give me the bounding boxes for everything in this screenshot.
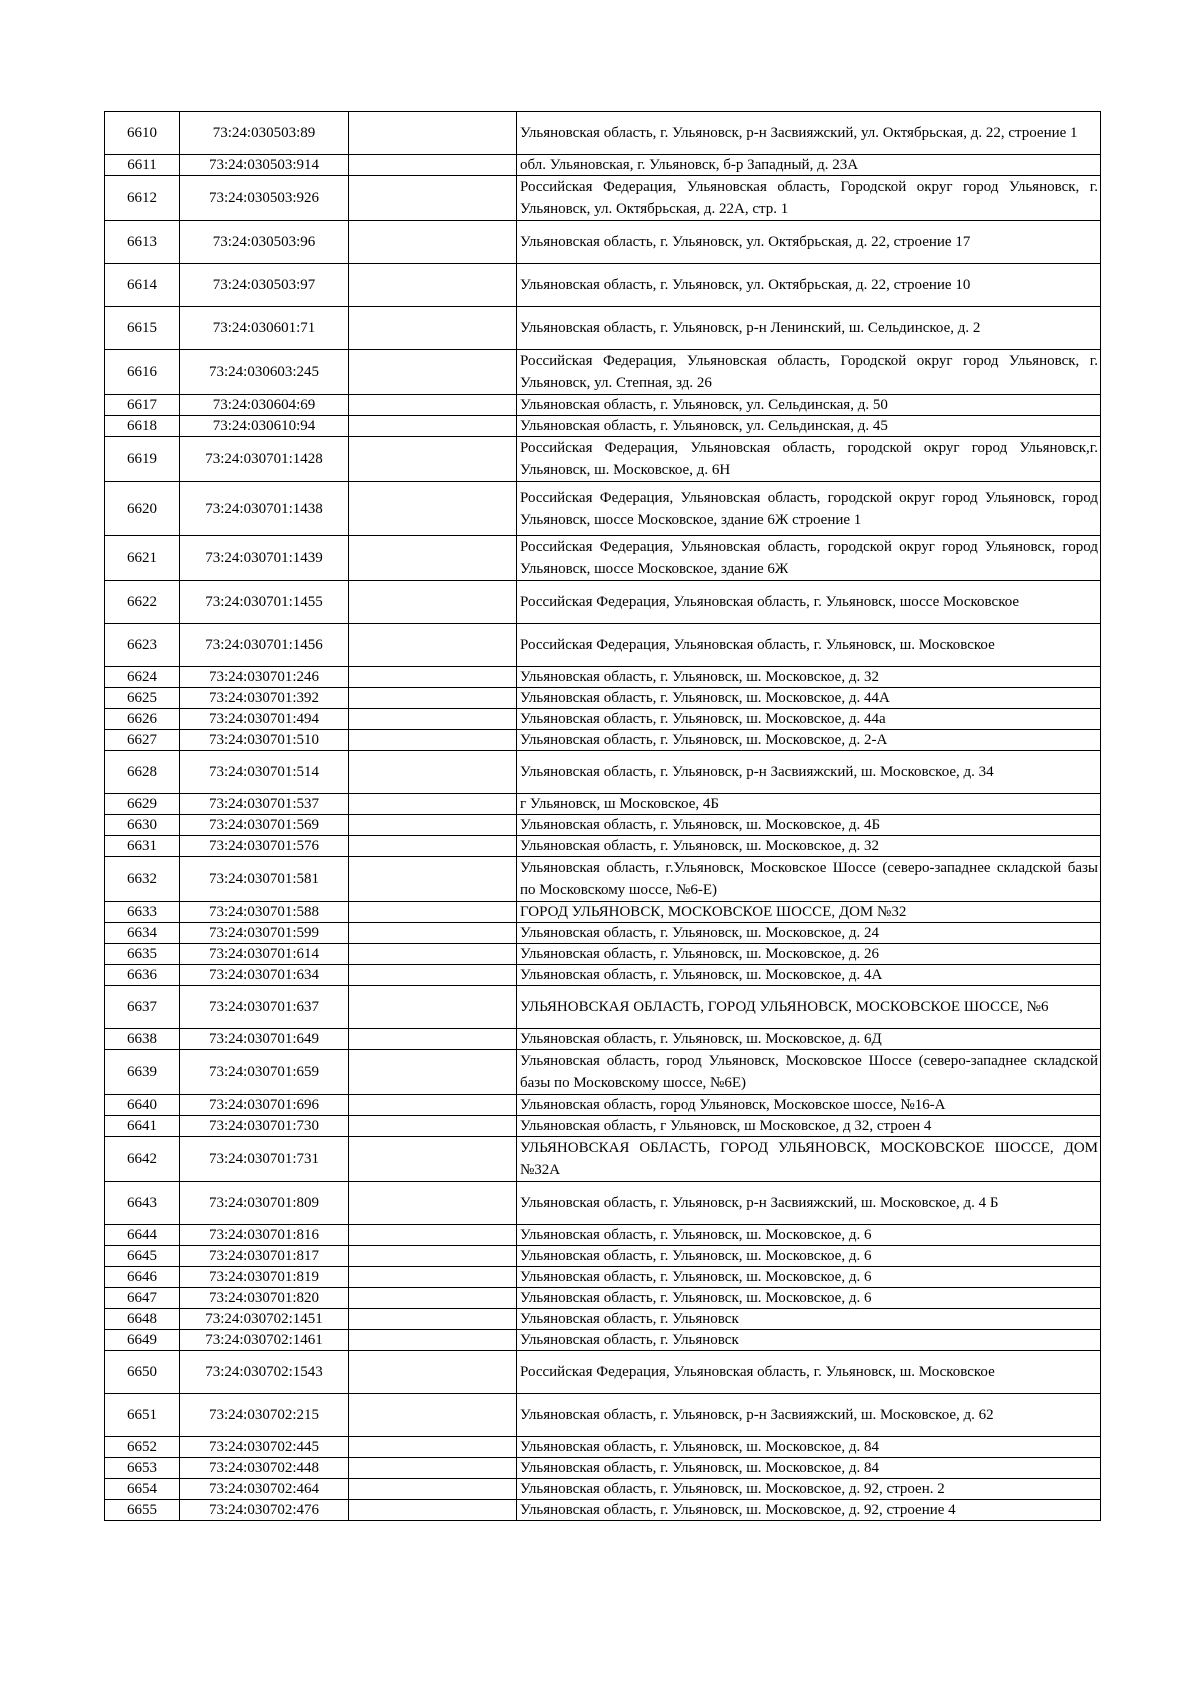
row-number: 6647 [105,1288,180,1309]
table-row [105,730,1101,751]
cadastral-number: 73:24:030701:514 [180,751,349,794]
row-number: 6641 [105,1116,180,1137]
row-number: 6638 [105,1029,180,1050]
empty-cell [349,944,517,965]
address: Российская Федерация, Ульяновская область, Городской округ город Ульяновск, г. Ульяновск, ул. Октябрьская, д. 22А, стр. 1 [517,176,1101,221]
address: Российская Федерация, Ульяновская область, Городской округ город Ульяновск, г. Ульяновск, ул. Степная, зд. 26 [517,350,1101,395]
cadastral-number: 73:24:030503:96 [180,221,349,264]
row-number: 6610 [105,112,180,155]
cadastral-number: 73:24:030701:634 [180,965,349,986]
table-row [105,264,1101,307]
row-number: 6614 [105,264,180,307]
cadastral-number: 73:24:030701:1428 [180,437,349,482]
row-number: 6629 [105,794,180,815]
table-row [105,751,1101,794]
empty-cell [349,1225,517,1246]
cadastral-number: 73:24:030503:89 [180,112,349,155]
empty-cell [349,1288,517,1309]
cadastral-number: 73:24:030604:69 [180,395,349,416]
address: УЛЬЯНОВСКАЯ ОБЛАСТЬ, ГОРОД УЛЬЯНОВСК, МОСКОВСКОЕ ШОССЕ, ДОМ №32А [517,1137,1101,1182]
cadastral-number: 73:24:030503:926 [180,176,349,221]
address: Ульяновская область, г. Ульяновск, ш. Московское, д. 32 [517,667,1101,688]
address: Ульяновская область, г. Ульяновск, ш. Московское, д. 6Д [517,1029,1101,1050]
cadastral-number: 73:24:030701:816 [180,1225,349,1246]
table-row [105,155,1101,176]
address: г Ульяновск, ш Московское, 4Б [517,794,1101,815]
cadastral-number: 73:24:030701:1438 [180,482,349,536]
cadastral-number: 73:24:030702:1451 [180,1309,349,1330]
empty-cell [349,1437,517,1458]
row-number: 6650 [105,1351,180,1394]
table-row [105,1246,1101,1267]
table-row [105,1437,1101,1458]
cadastral-number: 73:24:030701:569 [180,815,349,836]
address: Российская Федерация, Ульяновская область, г. Ульяновск, ш. Московское [517,624,1101,667]
empty-cell [349,1351,517,1394]
table-row [105,112,1101,155]
address: Ульяновская область, г. Ульяновск, ш. Московское, д. 44а [517,709,1101,730]
table-row [105,416,1101,437]
table-row [105,1394,1101,1437]
empty-cell [349,688,517,709]
address: Ульяновская область, г. Ульяновск, ш. Московское, д. 92, строен. 2 [517,1479,1101,1500]
row-number: 6655 [105,1500,180,1521]
cadastral-number: 73:24:030702:445 [180,1437,349,1458]
address: Ульяновская область, г. Ульяновск, ш. Московское, д. 6 [517,1225,1101,1246]
cadastral-number: 73:24:030701:1455 [180,581,349,624]
cadastral-number: 73:24:030701:730 [180,1116,349,1137]
empty-cell [349,923,517,944]
table-row [105,1182,1101,1225]
empty-cell [349,1182,517,1225]
row-number: 6635 [105,944,180,965]
row-number: 6620 [105,482,180,536]
row-number: 6613 [105,221,180,264]
row-number: 6619 [105,437,180,482]
row-number: 6648 [105,1309,180,1330]
row-number: 6640 [105,1095,180,1116]
table-row [105,350,1101,395]
row-number: 6632 [105,857,180,902]
empty-cell [349,581,517,624]
row-number: 6645 [105,1246,180,1267]
row-number: 6654 [105,1479,180,1500]
cadastral-number: 73:24:030701:819 [180,1267,349,1288]
address: Ульяновская область, г. Ульяновск, ш. Московское, д. 2-А [517,730,1101,751]
table-row [105,1225,1101,1246]
table-row [105,1050,1101,1095]
row-number: 6616 [105,350,180,395]
table-row [105,986,1101,1029]
registry-body [105,112,1101,1521]
table-row [105,944,1101,965]
address: Ульяновская область, г. Ульяновск, ш. Московское, д. 6 [517,1267,1101,1288]
table-row [105,815,1101,836]
row-number: 6626 [105,709,180,730]
row-number: 6643 [105,1182,180,1225]
empty-cell [349,176,517,221]
address: Российская Федерация, Ульяновская область, городской округ город Ульяновск, город Ульяновск, шоссе Московское, здание 6Ж [517,536,1101,581]
empty-cell [349,709,517,730]
empty-cell [349,667,517,688]
cadastral-number: 73:24:030603:245 [180,350,349,395]
address: Ульяновская область, г. Ульяновск, ул. Октябрьская, д. 22, строение 17 [517,221,1101,264]
address: Ульяновская область, г.Ульяновск, Московское Шоссе (северо-западнее складской базы по Московскому шоссе, №6-Е) [517,857,1101,902]
address: Ульяновская область, г. Ульяновск, ш. Московское, д. 24 [517,923,1101,944]
row-number: 6611 [105,155,180,176]
empty-cell [349,1095,517,1116]
empty-cell [349,794,517,815]
table-row [105,1267,1101,1288]
empty-cell [349,1246,517,1267]
cadastral-number: 73:24:030702:1461 [180,1330,349,1351]
row-number: 6624 [105,667,180,688]
address: Российская Федерация, Ульяновская область, городской округ город Ульяновск, город Ульяновск, шоссе Московское, здание 6Ж строение 1 [517,482,1101,536]
address: Ульяновская область, г. Ульяновск, ш. Московское, д. 4А [517,965,1101,986]
cadastral-number: 73:24:030702:464 [180,1479,349,1500]
empty-cell [349,1330,517,1351]
address: Ульяновская область, г Ульяновск, ш Московское, д 32, строен 4 [517,1116,1101,1137]
cadastral-number: 73:24:030701:510 [180,730,349,751]
row-number: 6621 [105,536,180,581]
empty-cell [349,751,517,794]
row-number: 6646 [105,1267,180,1288]
empty-cell [349,836,517,857]
row-number: 6634 [105,923,180,944]
cadastral-number: 73:24:030701:392 [180,688,349,709]
address: Ульяновская область, город Ульяновск, Московское Шоссе (северо-западнее складской базы по Московскому шоссе, №6Е) [517,1050,1101,1095]
cadastral-number: 73:24:030701:537 [180,794,349,815]
table-row [105,902,1101,923]
empty-cell [349,815,517,836]
address: УЛЬЯНОВСКАЯ ОБЛАСТЬ, ГОРОД УЛЬЯНОВСК, МОСКОВСКОЕ ШОССЕ, №6 [517,986,1101,1029]
table-row [105,1116,1101,1137]
row-number: 6639 [105,1050,180,1095]
empty-cell [349,1050,517,1095]
address: Ульяновская область, г. Ульяновск [517,1330,1101,1351]
row-number: 6623 [105,624,180,667]
cadastral-number: 73:24:030701:576 [180,836,349,857]
empty-cell [349,395,517,416]
table-row [105,1351,1101,1394]
table-row [105,176,1101,221]
address: Российская Федерация, Ульяновская область, городской округ город Ульяновск,г. Ульяновск, ш. Московское, д. 6Н [517,437,1101,482]
empty-cell [349,482,517,536]
empty-cell [349,264,517,307]
empty-cell [349,1500,517,1521]
address: Ульяновская область, г. Ульяновск, ш. Московское, д. 4Б [517,815,1101,836]
row-number: 6627 [105,730,180,751]
table-row [105,482,1101,536]
empty-cell [349,1309,517,1330]
row-number: 6649 [105,1330,180,1351]
cadastral-number: 73:24:030701:246 [180,667,349,688]
empty-cell [349,112,517,155]
address: Ульяновская область, г. Ульяновск, ш. Московское, д. 32 [517,836,1101,857]
cadastral-number: 73:24:030702:448 [180,1458,349,1479]
table-row [105,667,1101,688]
address: Ульяновская область, город Ульяновск, Московское шоссе, №16-А [517,1095,1101,1116]
row-number: 6612 [105,176,180,221]
cadastral-number: 73:24:030701:820 [180,1288,349,1309]
table-row [105,581,1101,624]
row-number: 6644 [105,1225,180,1246]
row-number: 6637 [105,986,180,1029]
row-number: 6617 [105,395,180,416]
table-row [105,395,1101,416]
table-row [105,221,1101,264]
row-number: 6631 [105,836,180,857]
table-row [105,836,1101,857]
table-row [105,437,1101,482]
empty-cell [349,965,517,986]
table-row [105,1309,1101,1330]
table-row [105,1458,1101,1479]
table-row [105,1288,1101,1309]
row-number: 6625 [105,688,180,709]
empty-cell [349,902,517,923]
cadastral-number: 73:24:030503:97 [180,264,349,307]
cadastral-number: 73:24:030701:649 [180,1029,349,1050]
row-number: 6651 [105,1394,180,1437]
cadastral-number: 73:24:030701:581 [180,857,349,902]
row-number: 6642 [105,1137,180,1182]
row-number: 6618 [105,416,180,437]
empty-cell [349,1394,517,1437]
cadastral-number: 73:24:030601:71 [180,307,349,350]
empty-cell [349,1137,517,1182]
registry-table [104,111,1101,1521]
table-row [105,688,1101,709]
table-row [105,709,1101,730]
empty-cell [349,307,517,350]
table-row [105,624,1101,667]
empty-cell [349,1479,517,1500]
cadastral-number: 73:24:030701:494 [180,709,349,730]
cadastral-number: 73:24:030701:614 [180,944,349,965]
address: Ульяновская область, г. Ульяновск, ш. Московское, д. 6 [517,1246,1101,1267]
address: Ульяновская область, г. Ульяновск, ш. Московское, д. 6 [517,1288,1101,1309]
empty-cell [349,536,517,581]
table-row [105,536,1101,581]
address: Ульяновская область, г. Ульяновск, р-н Засвияжский, ш. Московское, д. 4 Б [517,1182,1101,1225]
empty-cell [349,1267,517,1288]
row-number: 6636 [105,965,180,986]
empty-cell [349,155,517,176]
cadastral-number: 73:24:030701:817 [180,1246,349,1267]
table-row [105,1479,1101,1500]
table-row [105,794,1101,815]
address: Ульяновская область, г. Ульяновск, р-н Засвияжский, ул. Октябрьская, д. 22, строение 1 [517,112,1101,155]
table-row [105,1137,1101,1182]
row-number: 6630 [105,815,180,836]
address: Ульяновская область, г. Ульяновск, ул. Октябрьская, д. 22, строение 10 [517,264,1101,307]
cadastral-number: 73:24:030701:588 [180,902,349,923]
table-row [105,923,1101,944]
cadastral-number: 73:24:030702:476 [180,1500,349,1521]
address: Российская Федерация, Ульяновская область, г. Ульяновск, ш. Московское [517,1351,1101,1394]
address: Ульяновская область, г. Ульяновск, ш. Московское, д. 84 [517,1458,1101,1479]
empty-cell [349,221,517,264]
cadastral-number: 73:24:030701:659 [180,1050,349,1095]
empty-cell [349,416,517,437]
address: обл. Ульяновская, г. Ульяновск, б-р Западный, д. 23А [517,155,1101,176]
address: Ульяновская область, г. Ульяновск, ш. Московское, д. 84 [517,1437,1101,1458]
cadastral-number: 73:24:030701:637 [180,986,349,1029]
row-number: 6615 [105,307,180,350]
row-number: 6653 [105,1458,180,1479]
cadastral-number: 73:24:030701:696 [180,1095,349,1116]
address: Ульяновская область, г. Ульяновск, ул. Сельдинская, д. 45 [517,416,1101,437]
row-number: 6628 [105,751,180,794]
empty-cell [349,1458,517,1479]
cadastral-number: 73:24:030702:215 [180,1394,349,1437]
address: Ульяновская область, г. Ульяновск [517,1309,1101,1330]
address: Ульяновская область, г. Ульяновск, ш. Московское, д. 44А [517,688,1101,709]
table-row [105,307,1101,350]
table-row [105,965,1101,986]
row-number: 6622 [105,581,180,624]
cadastral-number: 73:24:030610:94 [180,416,349,437]
row-number: 6652 [105,1437,180,1458]
table-row [105,857,1101,902]
empty-cell [349,986,517,1029]
address: Российская Федерация, Ульяновская область, г. Ульяновск, шоссе Московское [517,581,1101,624]
table-row [105,1095,1101,1116]
empty-cell [349,437,517,482]
address: Ульяновская область, г. Ульяновск, ул. Сельдинская, д. 50 [517,395,1101,416]
cadastral-number: 73:24:030702:1543 [180,1351,349,1394]
cadastral-number: 73:24:030701:1456 [180,624,349,667]
address: Ульяновская область, г. Ульяновск, ш. Московское, д. 26 [517,944,1101,965]
empty-cell [349,1116,517,1137]
table-row [105,1029,1101,1050]
cadastral-number: 73:24:030701:731 [180,1137,349,1182]
address: Ульяновская область, г. Ульяновск, р-н Засвияжский, ш. Московское, д. 34 [517,751,1101,794]
table-row [105,1330,1101,1351]
address: Ульяновская область, г. Ульяновск, ш. Московское, д. 92, строение 4 [517,1500,1101,1521]
empty-cell [349,1029,517,1050]
empty-cell [349,624,517,667]
address: ГОРОД УЛЬЯНОВСК, МОСКОВСКОЕ ШОССЕ, ДОМ №32 [517,902,1101,923]
cadastral-number: 73:24:030701:1439 [180,536,349,581]
table-row [105,1500,1101,1521]
row-number: 6633 [105,902,180,923]
empty-cell [349,730,517,751]
cadastral-number: 73:24:030701:599 [180,923,349,944]
empty-cell [349,857,517,902]
address: Ульяновская область, г. Ульяновск, р-н Засвияжский, ш. Московское, д. 62 [517,1394,1101,1437]
empty-cell [349,350,517,395]
address: Ульяновская область, г. Ульяновск, р-н Ленинский, ш. Сельдинское, д. 2 [517,307,1101,350]
cadastral-number: 73:24:030503:914 [180,155,349,176]
cadastral-number: 73:24:030701:809 [180,1182,349,1225]
